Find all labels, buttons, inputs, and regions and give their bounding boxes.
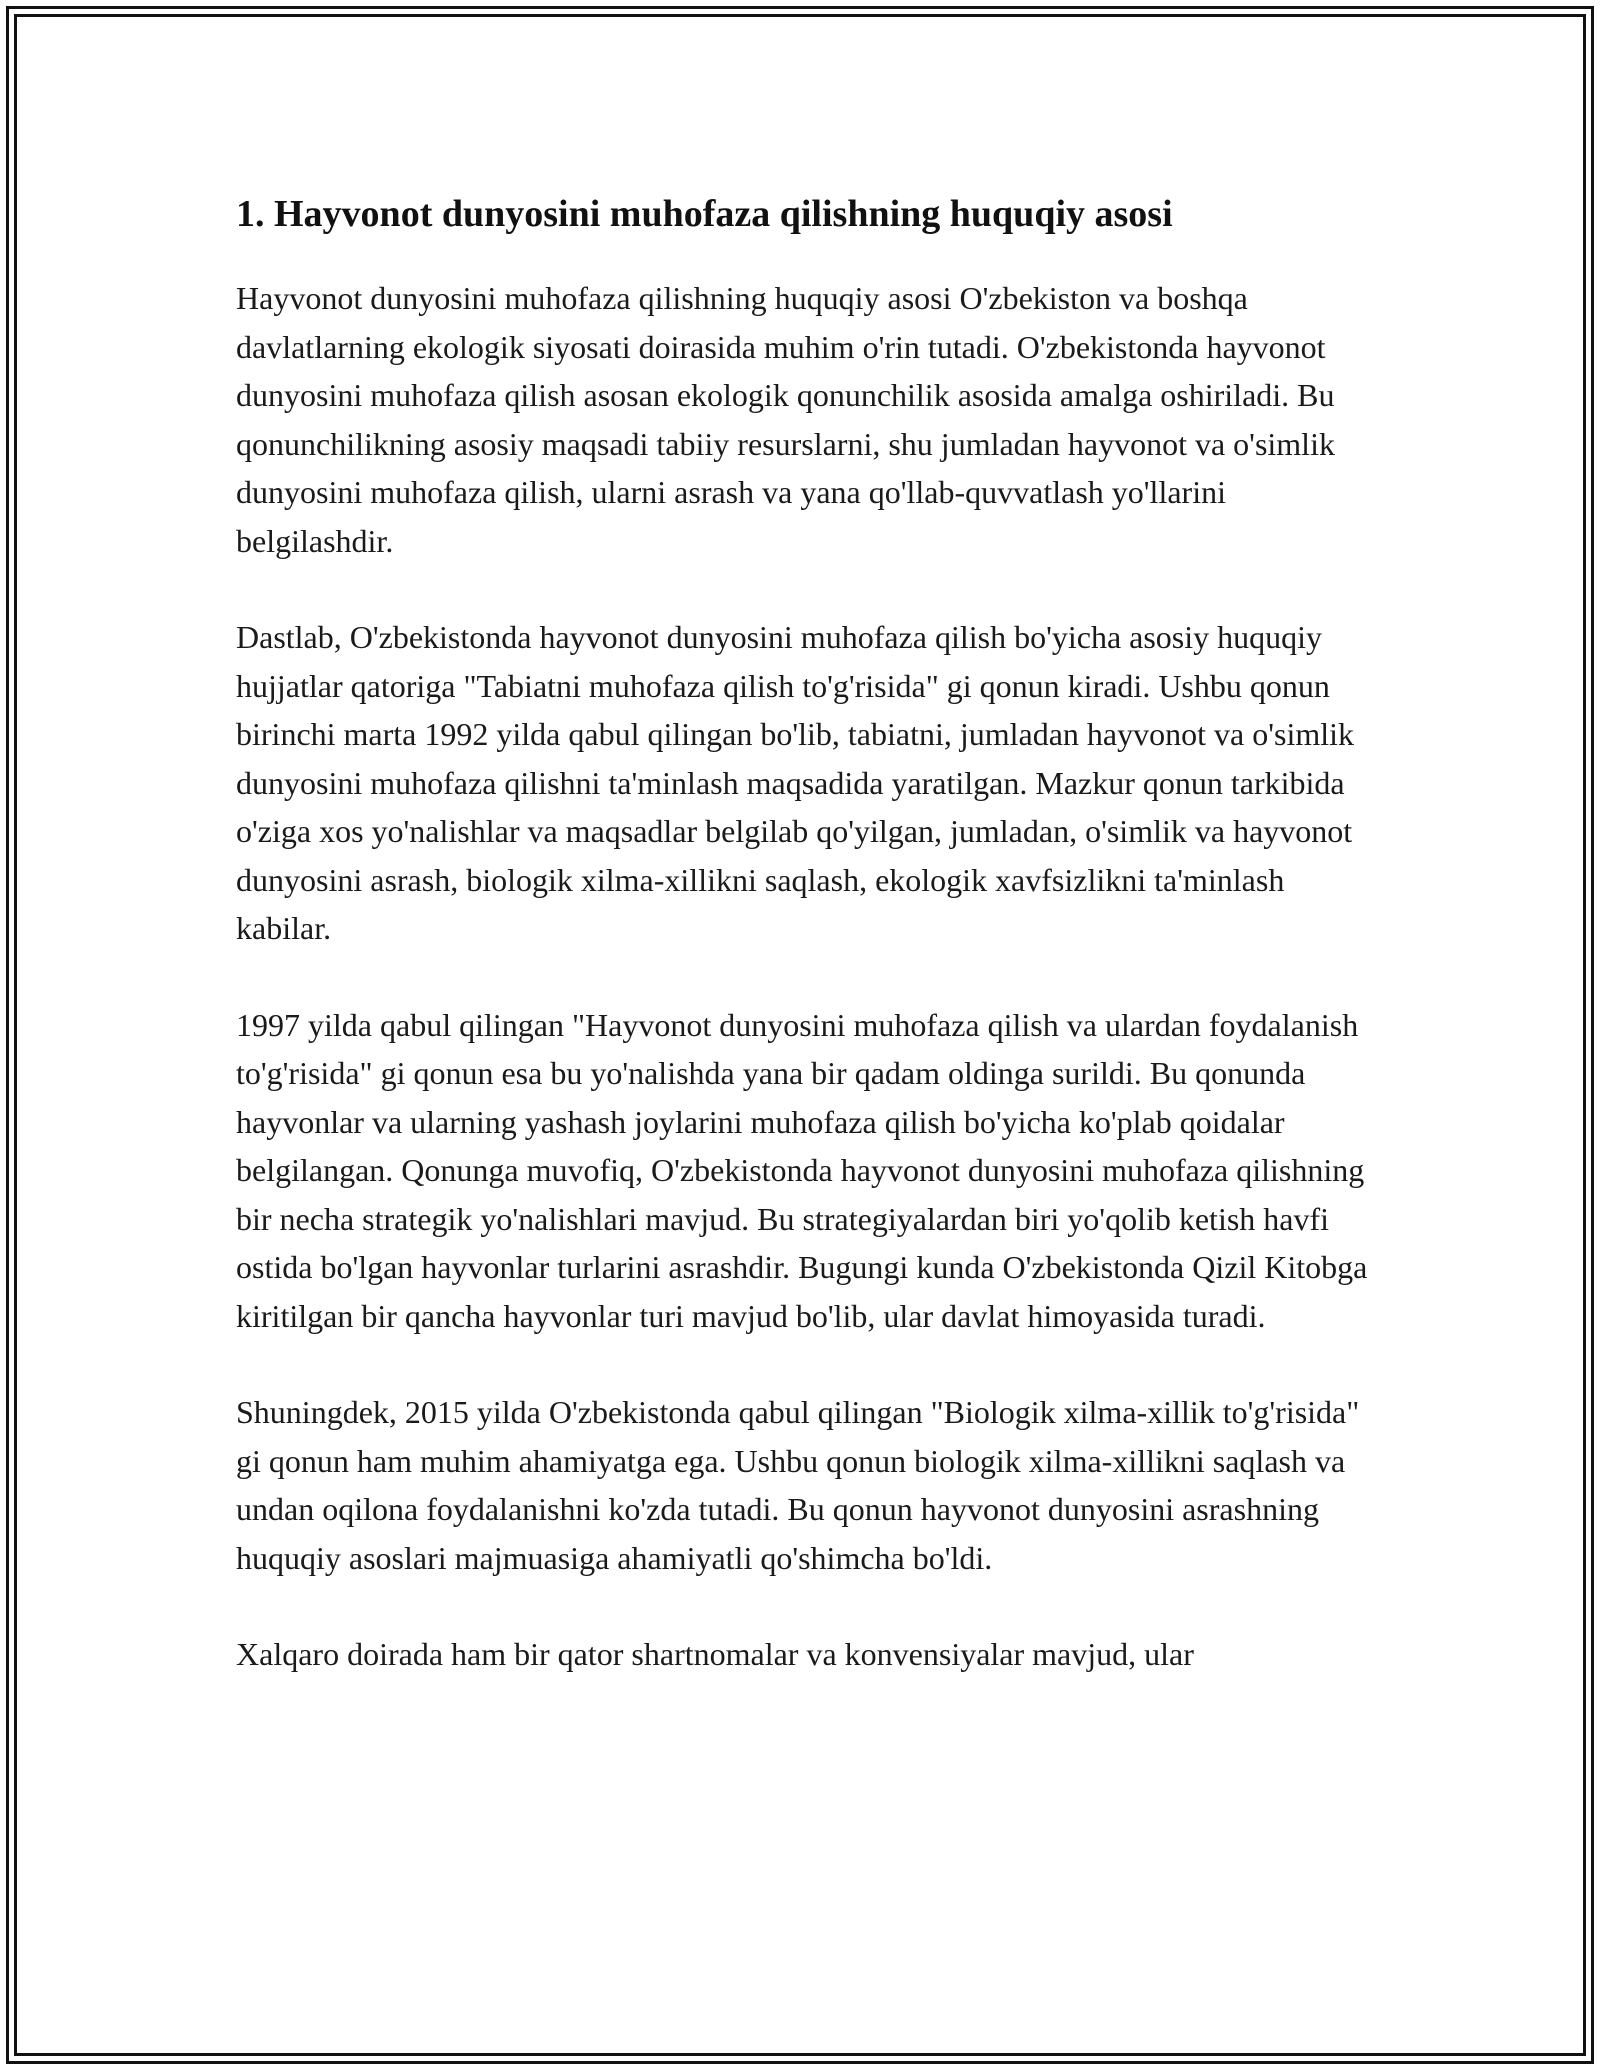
document-body: [236, 190, 1376, 1727]
paragraph-biodiversity-law: Shuningdek, 2015 yilda O'zbekistonda qabul qilingan "Biologik xilma-xillik to'g'risida" gi qonun ham muhim ahamiyatga ega. Ushbu qonun biologik xilma-xillikni saqlash va undan oqilona foydalanishni ko'zda tutadi. Bu qonun hayvonot dunyosini asrashning huquqiy asoslari majmuasiga ahamiyatli qo'shimcha bo'ldi.: [236, 1394, 1360, 1576]
section-heading: 1. Hayvonot dunyosini muhofaza qilishning huquqiy asosi: [236, 193, 1173, 235]
paragraph-fauna-law: 1997 yilda qabul qilingan "Hayvonot dunyosini muhofaza qilish va ulardan foydalanish to'g'risida" gi qonun esa bu yo'nalishda yana bir qadam oldinga surildi. Bu qonunda hayvonlar va ularning yashash joylarini muhofaza qilish bo'yicha ko'plab qoidalar belgilangan. Qonunga muvofiq, O'zbekistonda hayvonot dunyosini muhofaza qilishning bir necha strategik yo'nalishlari mavjud. Bu strategiyalardan biri yo'qolib ketish havfi ostida bo'lgan hayvonlar turlarini asrashdir. Bugungi kunda O'zbekistonda Qizil Kitobga kiritilgan bir qancha hayvonlar turi mavjud bo'lib, ular davlat himoyasida turadi.: [236, 1006, 1368, 1334]
paragraph-intro: Hayvonot dunyosini muhofaza qilishning huquqiy asosi O'zbekiston va boshqa davlatlarning ekologik siyosati doirasida muhim o'rin tutadi. O'zbekistonda hayvonot dunyosini muhofaza qilish asosan ekologik qonunchilik asosida amalga oshiriladi. Bu qonunchilikning asosiy maqsadi tabiiy resurslarni, shu jumladan hayvonot va o'simlik dunyosini muhofaza qilish, ularni asrash va yana qo'llab-quvvatlash yo'llarini belgilashdir.: [236, 280, 1335, 559]
paragraph-nature-law: Dastlab, O'zbekistonda hayvonot dunyosini muhofaza qilish bo'yicha asosiy huquqiy hujjatlar qatoriga "Tabiatni muhofaza qilish to'g'risida" gi qonun kiradi. Ushbu qonun birinchi marta 1992 yilda qabul qilingan bo'lib, tabiatni, jumladan hayvonot va o'simlik dunyosini muhofaza qilishni ta'minlash maqsadida yaratilgan. Mazkur qonun tarkibida o'ziga xos yo'nalishlar va maqsadlar belgilab qo'yilgan, jumladan, o'simlik va hayvonot dunyosini asrash, biologik xilma-xillikni saqlash, ekologik xavfsizlikni ta'minlash kabilar.: [236, 619, 1354, 946]
paragraph-international: Xalqaro doirada ham bir qator shartnomalar va konvensiyalar mavjud, ular: [236, 1636, 1194, 1672]
